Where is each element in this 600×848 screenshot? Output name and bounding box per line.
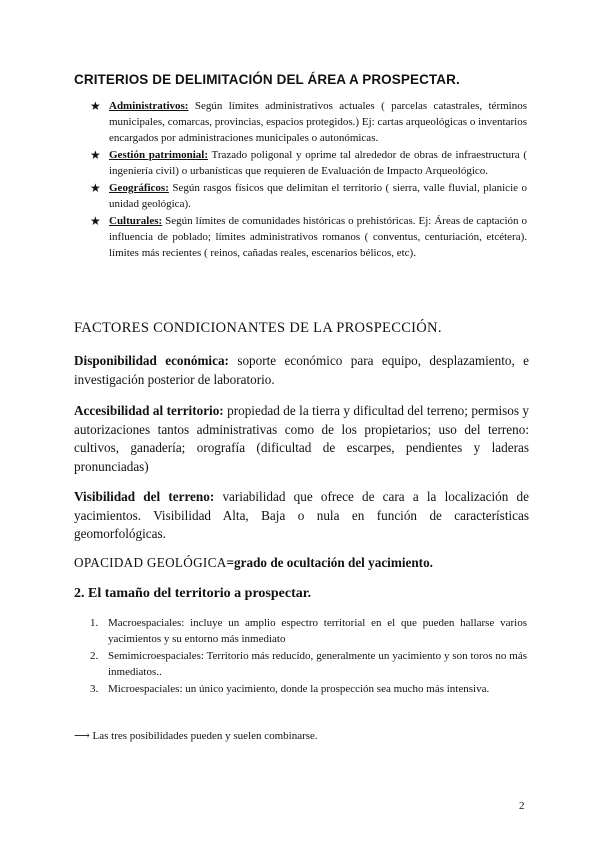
- list-item: [90, 649, 527, 680]
- item-text: Semimicroespaciales: Territorio más reducido, generalmente un yacimiento y son toros no más inmediatos..: [108, 650, 527, 678]
- star-bullet-icon: ★: [90, 214, 101, 228]
- opacidad-label: OPACIDAD GEOLÓGICA: [74, 555, 227, 570]
- item-text: Macroespaciales: incluye un amplio espectro territorial en el que pueden hallarse varios yacimientos y su entorno más inmediato: [108, 617, 527, 645]
- item-text: Microespaciales: un único yacimiento, donde la prospección sea mucho más intensiva.: [108, 683, 490, 695]
- paragraph-text: soporte económico para equipo, desplazamiento, e investigación posterior de laboratorio.: [74, 353, 529, 387]
- list-item: [90, 616, 527, 647]
- item-number: 1.: [90, 617, 99, 629]
- item-number: 3.: [90, 683, 99, 695]
- paragraph-text: propiedad de la tierra y dificultad del terreno; permisos y autorizaciones tantos administrativas como de los propietarios; uso del terreno: cultivos, ganadería; orografía (dificultad de escarpes, pendientes y laderas pronunciadas): [74, 403, 530, 474]
- section-title-criterios: CRITERIOS DE DELIMITACIÓN DEL ÁREA A PROSPECTAR.: [74, 72, 460, 87]
- paragraph-text: variabilidad que ofrece de cara a la localización de yacimientos. Visibilidad Alta, Baja o nula en función de características geomorfológicas.: [74, 489, 529, 541]
- star-bullet-icon: ★: [90, 181, 101, 195]
- list-item: [90, 98, 527, 146]
- item-number: 2.: [90, 650, 99, 662]
- size-list: [90, 616, 527, 700]
- paragraph-visibilidad: [74, 488, 529, 544]
- paragraph-lead: Disponibilidad económica:: [74, 353, 229, 368]
- criterion-term: Geográficos:: [109, 182, 169, 194]
- star-bullet-icon: ★: [90, 99, 101, 113]
- criterion-term: Gestión patrimonial:: [109, 149, 209, 161]
- criterion-term: Administrativos:: [109, 100, 189, 112]
- section-title-factores: FACTORES CONDICIONANTES DE LA PROSPECCIÓN.: [74, 320, 442, 336]
- criterion-text: Según límites de comunidades históricas o prehistóricas. Ej: Áreas de captación o influencia de poblado; límites administrativos romanos ( conventus, centuriación, etcétera). límites más recientes ( reinos, cañadas reales, escenarios bélicos, etc).: [109, 215, 527, 259]
- section-title-tamano: 2. El tamaño del territorio a prospectar.: [74, 586, 312, 601]
- criterion-text: Según límites administrativos actuales ( parcelas catastrales, términos municipales, comarcas, provincias, espacios protegidos.) Ej: cartas arqueológicas o inventarios encargados por administraciones municipales o autonómicas.: [109, 100, 527, 144]
- page-number: 2: [519, 800, 525, 812]
- combination-note: ⟶ Las tres posibilidades pueden y suelen combinarse.: [74, 730, 318, 742]
- paragraph-accesibilidad: [74, 402, 529, 476]
- list-item: [90, 180, 527, 212]
- list-item: [90, 147, 527, 179]
- paragraph-disponibilidad: [74, 352, 529, 389]
- paragraph-lead: Visibilidad del terreno:: [74, 489, 215, 504]
- criterion-text: Según rasgos físicos que delimitan el territorio ( sierra, valle fluvial, planicie o unidad geológica).: [109, 182, 527, 210]
- opacidad-def: =grado de ocultación del yacimiento.: [226, 555, 433, 570]
- list-item: [90, 213, 527, 261]
- criterion-term: Culturales:: [109, 215, 163, 227]
- criterion-text: Trazado poligonal y oprime tal alrededor de obras de infraestructura ( ingeniería civil) o urbanísticas que requieren de Evaluación de Impacto Arqueológico.: [109, 149, 527, 177]
- criteria-list: [90, 98, 527, 262]
- paragraph-lead: Accesibilidad al territorio:: [74, 403, 224, 418]
- list-item: [90, 682, 527, 698]
- opacidad-definition: [74, 555, 534, 571]
- star-bullet-icon: ★: [90, 148, 101, 162]
